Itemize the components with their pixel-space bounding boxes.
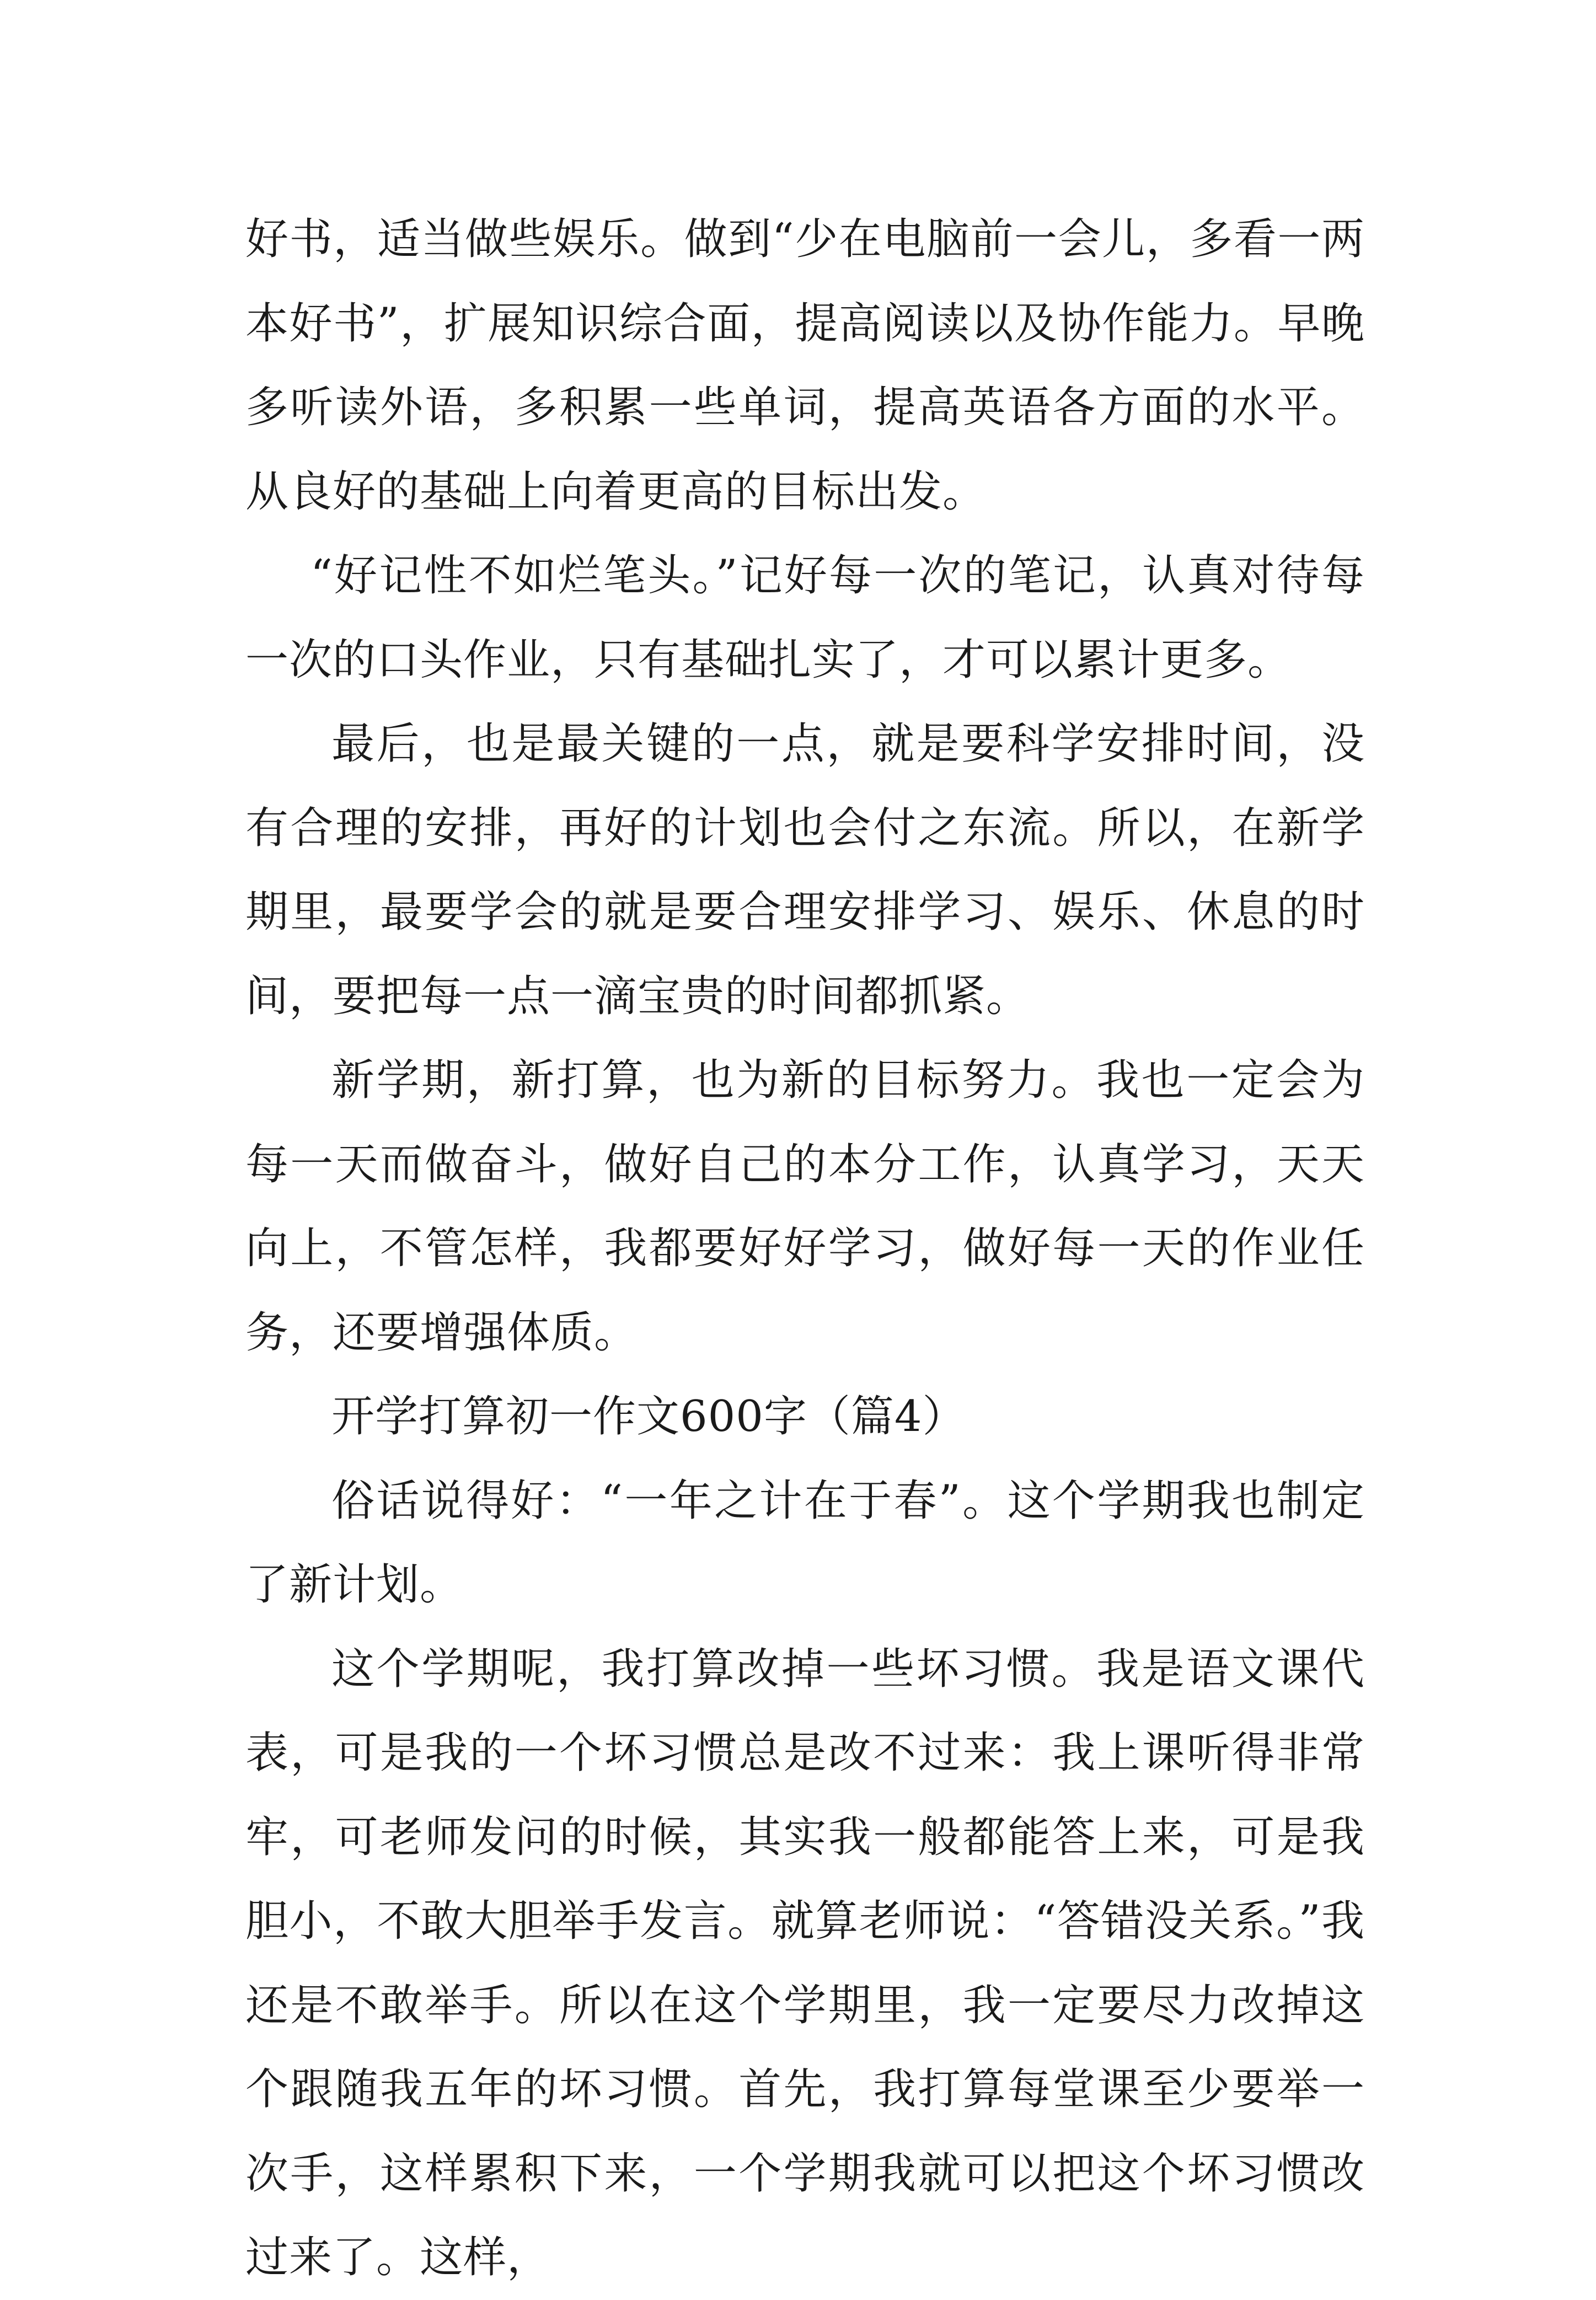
body-text [245,197,1365,2300]
paragraph-time-management: 最后，也是最关键的一点，就是要科学安排时间，没有合理的安排，再好的计划也会付之东流。所以，在新学期里，最要学会的就是要合理安排学习、娱乐、休息的时间，要把每一点一滴宝贵的时间都抓紧。 [245,719,1365,1021]
paragraph-notes: “好记性不如烂笔头。”记好每一次的笔记，认真对待每一次的口头作业，只有基础扎实了，才可以累计更多。 [245,551,1365,685]
section-heading: 开学打算初一作文600字（篇4） [331,1392,966,1441]
paragraph-proverb: 俗话说得好：“一年之计在于春”。这个学期我也制定了新计划。 [245,1476,1365,1610]
paragraph-continued: 好书，适当做些娱乐。做到“少在电脑前一会儿，多看一两本好书”，扩展知识综合面，提高阅读以及协作能力。早晚多听读外语，多积累一些单词，提高英语各方面的水平。从良好的基础上向着更高的目标出发。 [245,215,1365,517]
paragraph-new-semester: 新学期，新打算，也为新的目标努力。我也一定会为每一天而做奋斗，做好自己的本分工作，认真学习，天天向上，不管怎样，我都要好好学习，做好每一天的作业任务，还要增强体质。 [245,1055,1365,1358]
paragraph-bad-habit: 这个学期呢，我打算改掉一些坏习惯。我是语文课代表，可是我的一个坏习惯总是改不过来：我上课听得非常牢，可老师发问的时候，其实我一般都能答上来，可是我胆小，不敢大胆举手发言。就算老师说：“答错没关系。”我还是不敢举手。所以在这个学期里，我一定要尽力改掉这个跟随我五年的坏习惯。首先，我打算每堂课至少要举一次手，这样累积下来，一个学期我就可以把这个坏习惯改过来了。这样， [245,1644,1365,2282]
